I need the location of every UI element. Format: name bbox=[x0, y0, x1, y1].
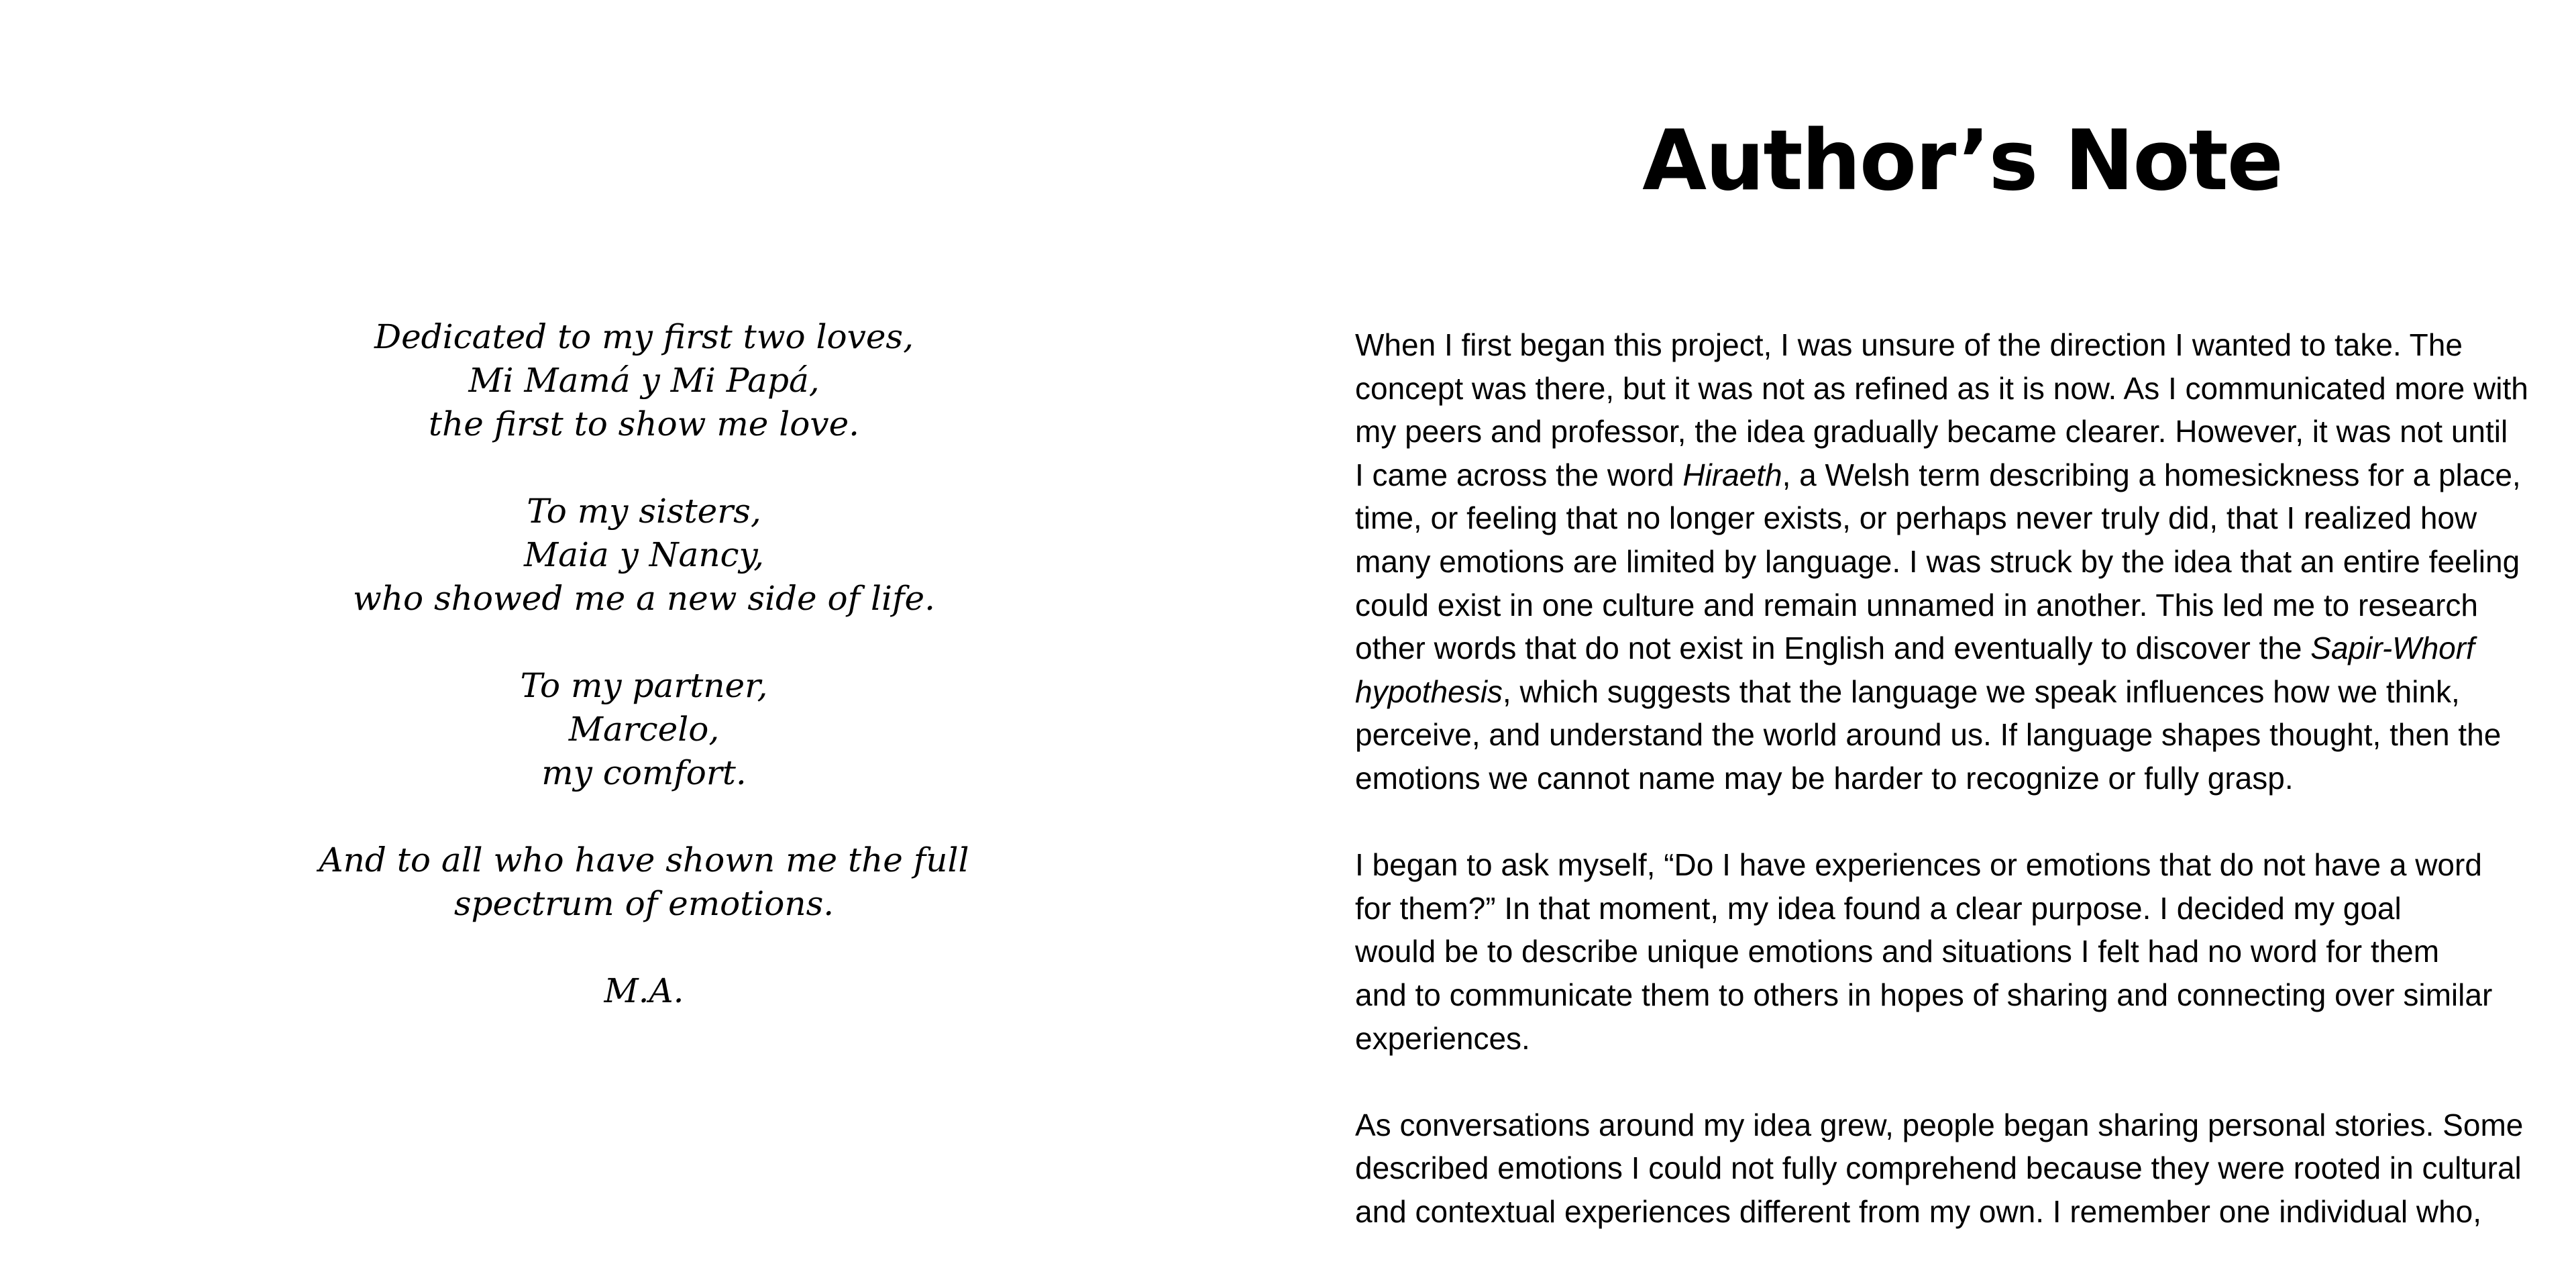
note-paragraph bbox=[1355, 843, 2563, 1060]
dedication-line: my comfort. bbox=[541, 753, 747, 792]
note-text-segment: , which suggests that the language we speak influences how we think, bbox=[1502, 674, 2460, 709]
note-line: When I first began this project, I was unsure of the direction I wanted to take. The bbox=[1355, 327, 2463, 362]
dedication-line: To my partner, bbox=[520, 666, 768, 705]
note-line: and to communicate them to others in hopes of sharing and connecting over similar bbox=[1355, 977, 2493, 1012]
note-line: experiences. bbox=[1355, 1020, 1530, 1056]
note-line: and contextual experiences different from my own. I remember one individual who, bbox=[1355, 1193, 2482, 1229]
dedication-stanza bbox=[282, 969, 1006, 1013]
note-line: could exist in one culture and remain unnamed in another. This led me to research bbox=[1355, 587, 2479, 623]
dedication-line: the first to show me love. bbox=[428, 405, 860, 443]
dedication-line: who showed me a new side of life. bbox=[353, 579, 935, 618]
note-text-segment: , a Welsh term describing a homesickness for a place, bbox=[1782, 457, 2521, 492]
note-line: time, or feeling that no longer exists, or perhaps never truly did, that I realized how bbox=[1355, 500, 2477, 536]
note-italic-term: hypothesis bbox=[1355, 674, 1503, 709]
note-text-segment: other words that do not exist in English and eventually to discover the bbox=[1355, 631, 2311, 666]
note-italic-term: Hiraeth bbox=[1682, 457, 1782, 492]
note-paragraph bbox=[1355, 1104, 2563, 1234]
dedication-line: spectrum of emotions. bbox=[453, 884, 835, 923]
note-line: my peers and professor, the idea gradually became clearer. However, it was not until bbox=[1355, 414, 2508, 449]
note-line: As conversations around my idea grew, people began sharing personal stories. Some bbox=[1355, 1107, 2524, 1142]
dedication-stanza bbox=[282, 839, 1006, 926]
note-line: concept was there, but it was not as refined as it is now. As I communicated more with bbox=[1355, 370, 2528, 406]
dedication-line: Dedicated to my first two loves, bbox=[374, 317, 914, 356]
authors-note-body bbox=[1355, 323, 2563, 1277]
note-line: emotions we cannot name may be harder to recognize or fully grasp. bbox=[1355, 760, 2294, 796]
dedication-line: M.A. bbox=[604, 971, 684, 1010]
dedication-stanza bbox=[282, 315, 1006, 446]
note-line: for them?” In that moment, my idea found a clear purpose. I decided my goal bbox=[1355, 890, 2402, 926]
dedication-stanza bbox=[282, 490, 1006, 621]
page-title: Author’s Note bbox=[1642, 113, 2282, 209]
dedication-page bbox=[282, 315, 1006, 1057]
note-line bbox=[1355, 453, 2563, 497]
note-italic-term: Sapir-Whorf bbox=[2310, 631, 2475, 666]
dedication-line: And to all who have shown me the full bbox=[319, 841, 969, 879]
dedication-line: Marcelo, bbox=[568, 710, 720, 749]
dedication-line: To my sisters, bbox=[527, 492, 761, 531]
dedication-stanza bbox=[282, 664, 1006, 795]
dedication-line: Maia y Nancy, bbox=[523, 535, 765, 574]
note-line: perceive, and understand the world around us. If language shapes thought, then the bbox=[1355, 717, 2502, 753]
note-line bbox=[1355, 670, 2563, 714]
note-line: described emotions I could not fully comprehend because they were rooted in cultural bbox=[1355, 1150, 2522, 1186]
dedication-line: Mi Mamá y Mi Papá, bbox=[468, 361, 820, 400]
note-text-segment: I came across the word bbox=[1355, 457, 1683, 492]
note-line bbox=[1355, 627, 2563, 670]
note-line: would be to describe unique emotions and situations I felt had no word for them bbox=[1355, 934, 2440, 969]
note-line: I began to ask myself, “Do I have experiences or emotions that do not have a word bbox=[1355, 847, 2482, 883]
note-line: many emotions are limited by language. I was struck by the idea that an entire feeling bbox=[1355, 543, 2520, 579]
note-paragraph bbox=[1355, 323, 2563, 800]
